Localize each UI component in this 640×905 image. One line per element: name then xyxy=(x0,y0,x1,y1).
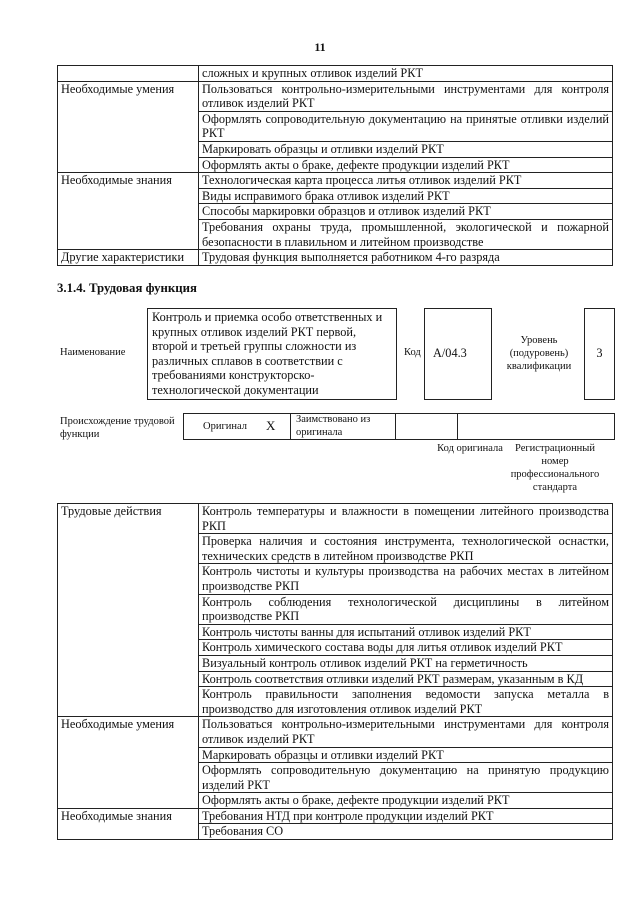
table-row xyxy=(58,717,613,747)
row-item: Способы маркировки образцов и отливок изделий РКТ xyxy=(199,204,613,220)
row-item: Требования НТД при контроле продукции изделий РКТ xyxy=(199,808,613,824)
table-row xyxy=(58,250,613,266)
top-requirements-table xyxy=(57,65,613,266)
table-row xyxy=(58,81,613,111)
row-item: Трудовая функция выполняется работником 4-го разряда xyxy=(199,250,613,266)
page-number: 11 xyxy=(314,40,326,54)
row-item: Технологическая карта процесса литья отливок изделий РКТ xyxy=(199,173,613,189)
row-label: Необходимые умения xyxy=(58,81,199,173)
row-item: Контроль соответствия отливки изделий РКТ размерам, указанным в КД xyxy=(199,671,613,687)
row-item: Визуальный контроль отливок изделий РКТ на герметичность xyxy=(199,655,613,671)
row-item: Контроль чистоты и культуры производства на рабочих местах в литейном производстве РКП xyxy=(199,564,613,594)
row-label: Трудовые действия xyxy=(58,504,199,717)
row-label: Другие характеристики xyxy=(58,250,199,266)
table-row xyxy=(58,808,613,824)
row-label: Необходимые знания xyxy=(58,808,199,839)
level-label: Уровень (подуровень) квалификации xyxy=(506,335,572,372)
row-item: Контроль химического состава воды для литья отливок изделий РКТ xyxy=(199,640,613,656)
table-row xyxy=(58,504,613,534)
code-label: Код xyxy=(404,347,421,358)
row-item: Пользоваться контрольно-измерительными инструментами для контроля отливок изделий РКТ xyxy=(199,717,613,747)
function-name: Контроль и приемка особо ответственных и крупных отливок изделий РКТ первой, второй и третьей группы сложности из различных сплавов в соответствии с требованиями конструкторско-технологической документации xyxy=(147,308,397,400)
row-item: Проверка наличия и состояния инструмента, технологической оснастки, технических средств в литейном производстве РКП xyxy=(199,534,613,564)
original-mark: X xyxy=(266,418,276,433)
original-option: Оригинал xyxy=(203,421,247,432)
bottom-requirements-table xyxy=(57,503,613,840)
row-item: сложных и крупных отливок изделий РКТ xyxy=(199,66,613,82)
row-item: Пользоваться контрольно-измерительными инструментами для контроля отливок изделий РКТ xyxy=(199,81,613,111)
row-item: Требования СО xyxy=(199,824,613,840)
function-code: A/04.3 xyxy=(424,308,492,400)
name-label: Наименование xyxy=(60,347,126,358)
reg-number-caption: Регистрационный номер профессионального стандарта xyxy=(510,443,600,493)
row-item: Контроль чистоты ванны для испытаний отливок изделий РКТ xyxy=(199,624,613,640)
row-item: Виды исправимого брака отливок изделий РКТ xyxy=(199,188,613,204)
row-item: Контроль температуры и влажности в помещении литейного производства РКП xyxy=(199,504,613,534)
code-original-caption: Код оригинала xyxy=(437,443,503,454)
row-item: Оформлять акты о браке, дефекте продукции изделий РКТ xyxy=(199,793,613,809)
section-title: 3.1.4. Трудовая функция xyxy=(57,281,197,295)
row-item: Оформлять акты о браке, дефекте продукции изделий РКТ xyxy=(199,157,613,173)
row-label: Необходимые умения xyxy=(58,717,199,809)
row-label: Необходимые знания xyxy=(58,173,199,250)
row-item: Маркировать образцы и отливки изделий РКТ xyxy=(199,141,613,157)
origin-label: Происхождение трудовой функции xyxy=(60,416,175,440)
row-item: Требования охраны труда, промышленной, экологической и пожарной безопасности в плавильном и литейном производстве xyxy=(199,219,613,249)
borrowed-option: Заимствовано из оригинала xyxy=(296,414,371,438)
table-row xyxy=(58,66,613,82)
row-label xyxy=(58,66,199,82)
row-item: Оформлять сопроводительную документацию на принятую продукцию изделий РКТ xyxy=(199,763,613,793)
qualification-level: 3 xyxy=(584,308,615,400)
row-item: Контроль соблюдения технологической дисциплины в литейном производстве РКП xyxy=(199,594,613,624)
row-item: Контроль правильности заполнения ведомости запуска металла в производство для изготовления отливок изделий РКТ xyxy=(199,687,613,717)
table-row xyxy=(58,173,613,189)
row-item: Оформлять сопроводительную документацию на принятые отливки изделий РКТ xyxy=(199,111,613,141)
row-item: Маркировать образцы и отливки изделий РКТ xyxy=(199,747,613,763)
